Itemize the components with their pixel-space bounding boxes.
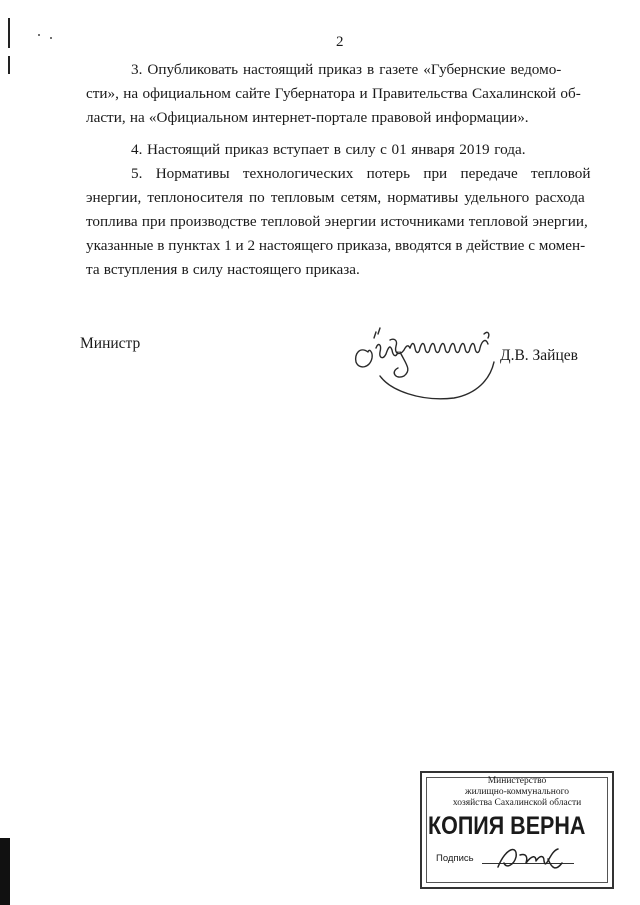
scan-speck: [50, 37, 52, 39]
page-number: 2: [336, 34, 344, 50]
paragraph-3-line-3: ласти, на «Официальном интернет-портале правовой информации».: [86, 109, 529, 126]
handwritten-signature: [350, 318, 510, 408]
paragraph-5-line-2: энергии, теплоносителя по тепловым сетям, нормативы удельного расхода: [86, 189, 585, 206]
paragraph-3-line-2: сти», на официальном сайте Губернатора и Правительства Сахалинской об-: [86, 85, 581, 102]
scan-speck: [38, 34, 40, 36]
stamp-org-line-3: хозяйства Сахалинской области: [452, 798, 582, 808]
stamp-sign-label: Подпись: [436, 853, 474, 864]
scan-edge-bar: [0, 838, 10, 905]
paragraph-3-line-1: 3. Опубликовать настоящий приказ в газете «Губернские ведомо-: [131, 61, 562, 78]
stamp-org-line-1: Министерство: [487, 776, 547, 786]
stamp-org-line-2: жилищно-коммунального: [465, 787, 569, 797]
scan-edge-mark: [8, 18, 10, 48]
stamp-handwritten-signature: [492, 843, 582, 873]
paragraph-5-line-4: указанные в пунктах 1 и 2 настоящего приказа, вводятся в действие с момен-: [86, 237, 586, 254]
paragraph-5-line-5: та вступления в силу настоящего приказа.: [86, 261, 360, 278]
paragraph-5-line-1: 5. Нормативы технологических потерь при передаче тепловой: [131, 165, 591, 182]
paragraph-4-line-1: 4. Настоящий приказ вступает в силу с 01 января 2019 года.: [131, 141, 526, 158]
signatory-title: Министр: [80, 335, 141, 352]
signatory-name: Д.В. Зайцев: [500, 347, 578, 364]
stamp-certified-copy-text: КОПИЯ ВЕРНА: [428, 812, 586, 840]
scan-edge-mark: [8, 56, 10, 74]
paragraph-5-line-3: топлива при производстве тепловой энергии источниками тепловой энергии,: [86, 213, 588, 230]
certification-stamp: [420, 771, 614, 889]
